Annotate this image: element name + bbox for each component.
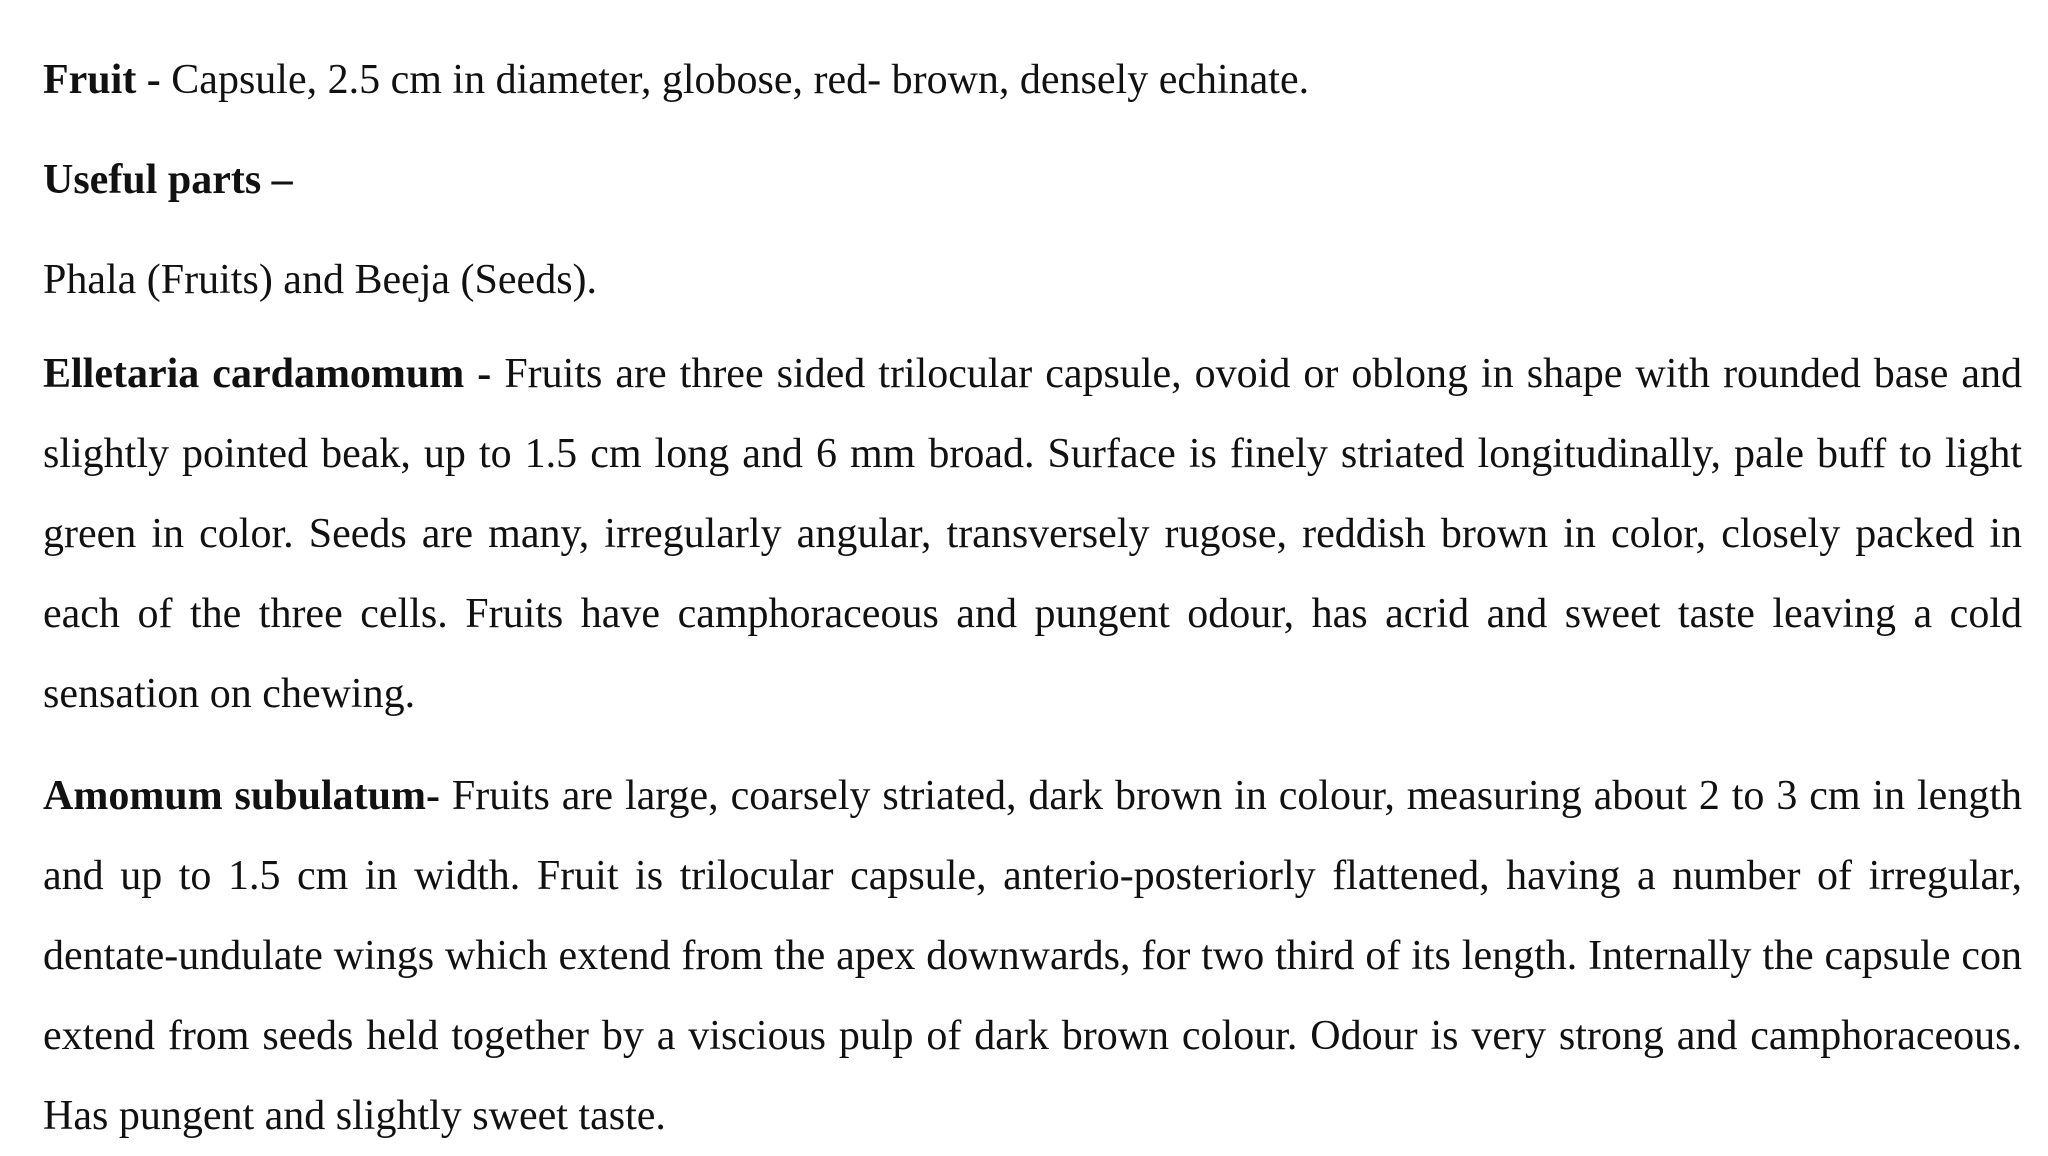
paragraph-amomum-subulatum — [43, 756, 2022, 1156]
heading-useful-parts: Useful parts – — [43, 157, 293, 203]
paragraph-useful-parts — [43, 148, 2022, 212]
text-elletaria-cardamomum: Fruits are three sided trilocular capsule, ovoid or oblong in shape with rounded base and slightly pointed beak, up to 1.5 cm long and 6 mm broad. Surface is finely striated longitudinally, pale buff to light green in color. Seeds are many, irregularly angular, transversely rugose, reddish brown in color, closely packed in each of the three cells. Fruits have camphoraceous and pungent odour, has acrid and sweet taste leaving a cold sensation on chewing. — [43, 351, 2023, 717]
text-phala: Phala (Fruits) and Beeja (Seeds). — [43, 257, 598, 303]
text-fruit: Capsule, 2.5 cm in diameter, globose, red- brown, densely echinate. — [171, 57, 1310, 103]
heading-elletaria-cardamomum: Elletaria cardamomum - — [43, 351, 492, 397]
paragraph-fruit — [43, 48, 2022, 112]
heading-fruit: Fruit - — [43, 57, 161, 103]
document-page — [43, 48, 2022, 1156]
paragraph-elletaria-cardamomum — [43, 334, 2022, 734]
text-amomum-subulatum: Fruits are large, coarsely striated, dark brown in colour, measuring about 2 to 3 cm in length and up to 1.5 cm in width. Fruit is trilocular capsule, anterio-posteriorly flattened, having a number of irregular, dentate-undulate wings which extend from the apex downwards, for two third of its length. Internally the capsule con extend from seeds held together by a viscious pulp of dark brown colour. Odour is very strong and camphoraceous. Has pungent and slightly sweet taste. — [43, 773, 2022, 1139]
heading-amomum-subulatum: Amomum subulatum- — [43, 773, 440, 819]
paragraph-phala — [43, 248, 2022, 312]
